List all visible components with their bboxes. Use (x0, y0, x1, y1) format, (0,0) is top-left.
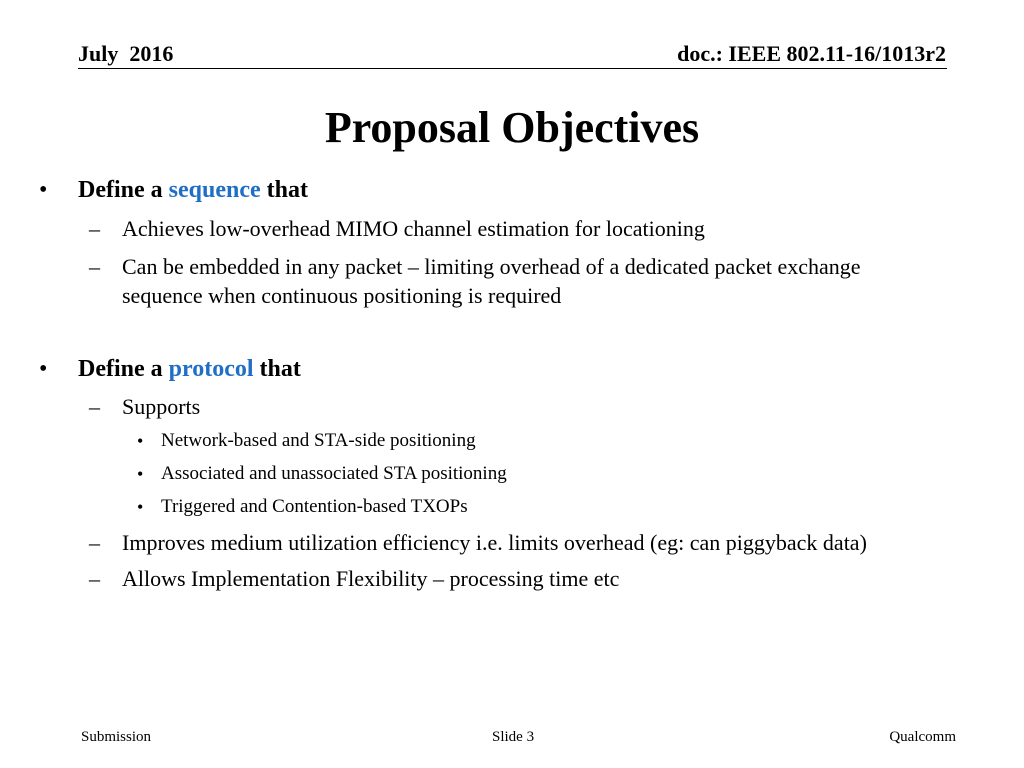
section1-item-2-line1: Can be embedded in any packet – limiting overhead of a dedicated packet exchange (122, 254, 861, 279)
header-date: July 2016 (78, 41, 174, 66)
sub-bullet-icon: • (137, 497, 144, 517)
section2-item-1: Improves medium utilization efficiency i.e. limits overhead (eg: can piggyback data) (122, 530, 867, 555)
bullet-icon: • (39, 356, 48, 382)
supports-subitem-1: Network-based and STA-side positioning (161, 430, 476, 451)
dash-icon: – (89, 530, 100, 555)
dash-icon: – (89, 394, 100, 419)
section2-suffix: that (259, 356, 301, 382)
section1-suffix: that (266, 177, 308, 203)
supports-label: Supports (122, 394, 201, 419)
footer-company: Qualcomm (889, 729, 956, 745)
section2-prefix: Define a (78, 356, 163, 382)
section1-prefix: Define a (78, 177, 163, 203)
sub-bullet-icon: • (137, 464, 144, 484)
section2-heading (78, 354, 301, 384)
section1-keyword: sequence (168, 177, 261, 203)
supports-subitem-2: Associated and unassociated STA positioning (161, 463, 507, 484)
section1-heading (78, 175, 308, 205)
sub-bullet-icon: • (137, 431, 144, 451)
header-divider (78, 68, 947, 69)
supports-subitem-3: Triggered and Contention-based TXOPs (161, 496, 468, 517)
dash-icon: – (89, 216, 100, 241)
footer-slide-number: Slide 3 (492, 729, 535, 745)
bullet-icon: • (39, 177, 48, 203)
section2-keyword: protocol (168, 356, 254, 382)
header-doc-id: doc.: IEEE 802.11-16/1013r2 (677, 41, 946, 66)
section2-item-2: Allows Implementation Flexibility – processing time etc (122, 566, 620, 591)
section1-item-2-line2: sequence when continuous positioning is required (122, 283, 562, 308)
dash-icon: – (89, 254, 100, 279)
dash-icon: – (89, 566, 100, 591)
footer-submission: Submission (81, 729, 152, 745)
slide-title: Proposal Objectives (324, 103, 700, 152)
section1-item-1: Achieves low-overhead MIMO channel estimation for locationing (122, 216, 705, 241)
